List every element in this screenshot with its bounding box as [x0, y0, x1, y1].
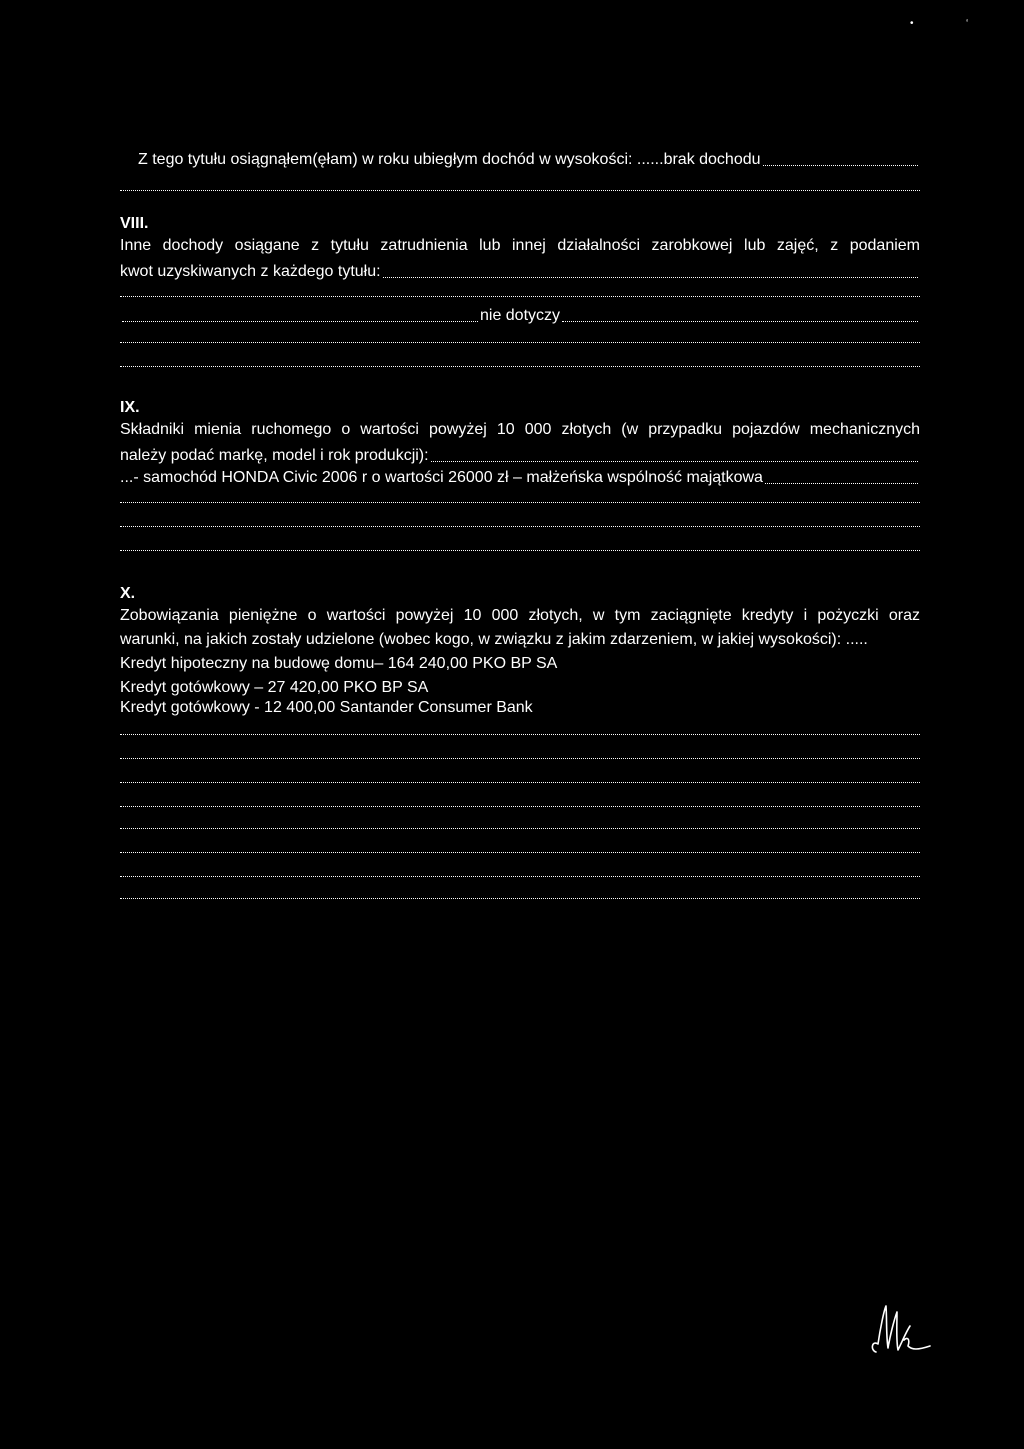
- dotted-line: [120, 296, 920, 297]
- dotted-line: [120, 782, 920, 783]
- section-viii-description-line1: Inne dochody osiągane z tytułu zatrudnienia lub innej działalności zarobkowej lub zajęć, z podaniem: [120, 237, 920, 254]
- dotted-line: [120, 502, 920, 503]
- liability-item: Kredyt gotówkowy - 12 400,00 Santander Consumer Bank: [120, 699, 533, 716]
- fill-dots: [765, 483, 918, 484]
- fill-dots: [763, 165, 918, 166]
- income-value: brak dochodu: [663, 151, 761, 168]
- liability-item: Kredyt gotówkowy – 27 420,00 PKO BP SA: [120, 679, 429, 696]
- liability-item: Kredyt hipoteczny na budowę domu– 164 240,00 PKO BP SA: [120, 655, 558, 672]
- section-x-heading: X.: [120, 585, 136, 602]
- fill-dots: [431, 461, 918, 462]
- fill-dots: [122, 321, 478, 322]
- fill-dots: [383, 277, 918, 278]
- section-ix-description-line1: Składniki mienia ruchomego o wartości powyżej 10 000 złotych (w przypadku pojazdów mechanicznych: [120, 421, 920, 438]
- income-previous-year-line: [138, 150, 920, 170]
- scan-mark-dot: •: [910, 18, 914, 29]
- section-ix-answer: ...- samochód HONDA Civic 2006 r o wartości 26000 zł – małżeńska wspólność majątkowa: [120, 469, 763, 486]
- dotted-line: [120, 366, 920, 367]
- dotted-line: [120, 806, 920, 807]
- scan-mark-tick: ‘: [966, 18, 969, 29]
- dotted-line: [120, 876, 920, 877]
- section-ix-description-line2: [120, 446, 920, 466]
- dotted-line: [120, 190, 920, 191]
- dotted-line: [120, 828, 920, 829]
- dotted-line: [120, 526, 920, 527]
- section-viii-line2-text: kwot uzyskiwanych z każdego tytułu:: [120, 263, 381, 280]
- fill-dots: [562, 321, 918, 322]
- section-ix-heading: IX.: [120, 399, 140, 416]
- section-x-description-line1: Zobowiązania pieniężne o wartości powyżej 10 000 złotych, w tym zaciągnięte kredyty i pożyczki oraz: [120, 607, 920, 624]
- dotted-line: [120, 758, 920, 759]
- section-ix-answer-line: [120, 468, 920, 488]
- income-label: Z tego tytułu osiągnąłem(ęłam) w roku ubiegłym dochód w wysokości: ......: [138, 151, 664, 168]
- handwritten-signature: [866, 1300, 936, 1360]
- section-ix-line2-text: należy podać markę, model i rok produkcji):: [120, 447, 429, 464]
- section-viii-answer-line: [120, 306, 920, 326]
- section-viii-answer: nie dotyczy: [479, 307, 561, 324]
- dotted-line: [120, 734, 920, 735]
- dotted-line: [120, 550, 920, 551]
- section-viii-description-line2: [120, 262, 920, 282]
- dotted-line: [120, 898, 920, 899]
- dotted-line: [120, 852, 920, 853]
- section-x-description-line2: warunki, na jakich zostały udzielone (wobec kogo, w związku z jakim zdarzeniem, w jakiej wysokości): .....: [120, 631, 868, 648]
- dotted-line: [120, 342, 920, 343]
- section-viii-heading: VIII.: [120, 215, 149, 232]
